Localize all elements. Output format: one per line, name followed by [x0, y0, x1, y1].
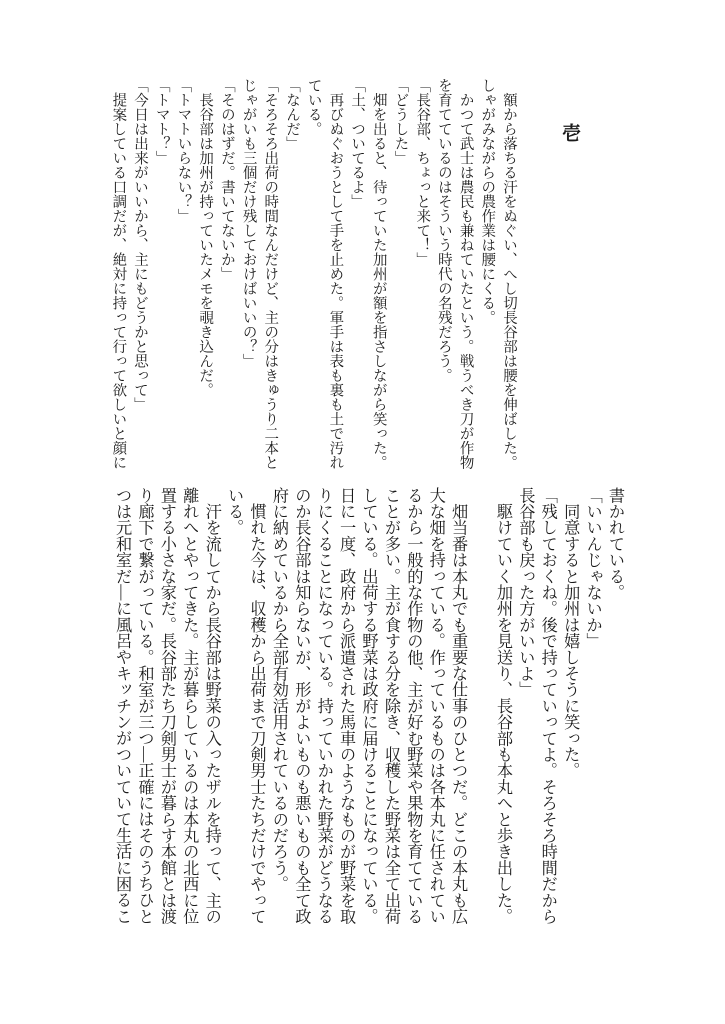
text-line: つは元和室だ―に風呂やキッチンがついていて生活に困るこ [113, 487, 132, 925]
text-line: 長谷部も戻った方がいいよ」 [516, 487, 535, 698]
text-line: 額から落ちる汗をぬぐい、へし切長谷部は腰を伸ばした。 [501, 78, 517, 470]
text-line: 離れへとやってきた。主が暮らしているのは本丸の北西に位 [180, 487, 199, 925]
bottom-text-block [111, 487, 626, 949]
text-line: のか長谷部は知らないが、形がよいものも悪いものも全て政 [292, 487, 311, 925]
text-line: 置する小さな家だ。長谷部たち刀剣男士が暮らす本館とは渡 [157, 487, 176, 925]
text-line: いる。 [225, 487, 244, 536]
text-line: 同意すると加州は嬉しそうに笑った。 [561, 487, 580, 779]
text-line: 「トマト？」 [153, 78, 170, 165]
text-line: しゃがみながらの農作業は腰にくる。 [479, 78, 496, 325]
text-line [469, 487, 491, 949]
text-line: りにくることになっている。持っていかれた野菜がどうなる [314, 487, 333, 925]
top-text-block [107, 78, 626, 480]
text-line: 「なんだ」 [283, 78, 300, 151]
bottom-text-lines [111, 487, 626, 949]
text-line: じゃがいも三個だけ残しておけばいいの？」 [240, 78, 257, 368]
text-line: を育てているのはそういう時代の名残だろう。 [435, 78, 452, 383]
text-line: 「残しておくね。後で持っていってよ。そろそろ時間だから [538, 487, 557, 925]
text-line: 日に一度、政府から派遣された馬車のようなものが野菜を取 [337, 487, 356, 925]
text-line: 「どうした」 [392, 78, 409, 165]
text-line: かつて武士は農民も兼ねていたという。戦うべき刀が作物 [457, 78, 474, 470]
text-line: 畑を出ると、待っていた加州が額を指さしながら笑った。 [370, 78, 387, 470]
top-text-lines [107, 78, 519, 480]
text-line: るから一般的な作物の他、主が好む野菜や果物を育てている [404, 487, 423, 925]
text-line: している。出荷する野菜は政府に届けることになっている。 [359, 487, 378, 925]
text-line: 駆けていく加州を見送り、長谷部も本丸へと歩き出した。 [493, 487, 512, 925]
text-line: 「長谷部、ちょっと来て！」 [414, 78, 431, 267]
text-line: 「いいんじゃないか」 [583, 487, 602, 649]
text-line: り廊下で繋がっている。和室が三つ―正確にはそのうちひと [135, 487, 154, 925]
chapter-heading: 壱 [559, 123, 580, 142]
text-line: 「そろそろ出荷の時間なんだけど、主の分はきゅうり二本と [262, 78, 279, 470]
text-line: 慣れた今は、収穫から出荷まで刀剣男士たちだけでやって [247, 487, 266, 925]
text-line: 長谷部は加州が持っていたメモを覗き込んだ。 [197, 78, 214, 397]
text-line: 提案している口調だが、絶対に持って行って欲しいと顔に [110, 78, 127, 470]
text-line: 大な畑を持っている。作っているものは各本丸に任されてい [426, 487, 445, 925]
text-line: 府に納めているから全部有効活用されているのだろう。 [269, 487, 288, 892]
text-line: ことが多い。主が食する分を除き、収穫した野菜は全て出荷 [381, 487, 400, 925]
text-line: 「土、ついてるよ」 [349, 78, 366, 209]
text-line: 畑当番は本丸でも重要な仕事のひとつだ。どこの本丸も広 [449, 487, 468, 925]
text-line: 「そのはずだ。書いてないか」 [218, 78, 235, 281]
text-line: 「今日は出来がいいから、主にもどうかと思って」 [132, 78, 149, 412]
text-line: 書かれている。 [606, 487, 624, 601]
text-line: ている。 [305, 78, 322, 136]
text-line: 汗を流してから長谷部は野菜の入ったザルを持って、主の [202, 487, 221, 925]
text-line: 再びぬぐおうとして手を止めた。軍手は表も裏も土で汚れ [327, 78, 344, 470]
text-line: 「トマトいらない？」 [175, 78, 192, 223]
